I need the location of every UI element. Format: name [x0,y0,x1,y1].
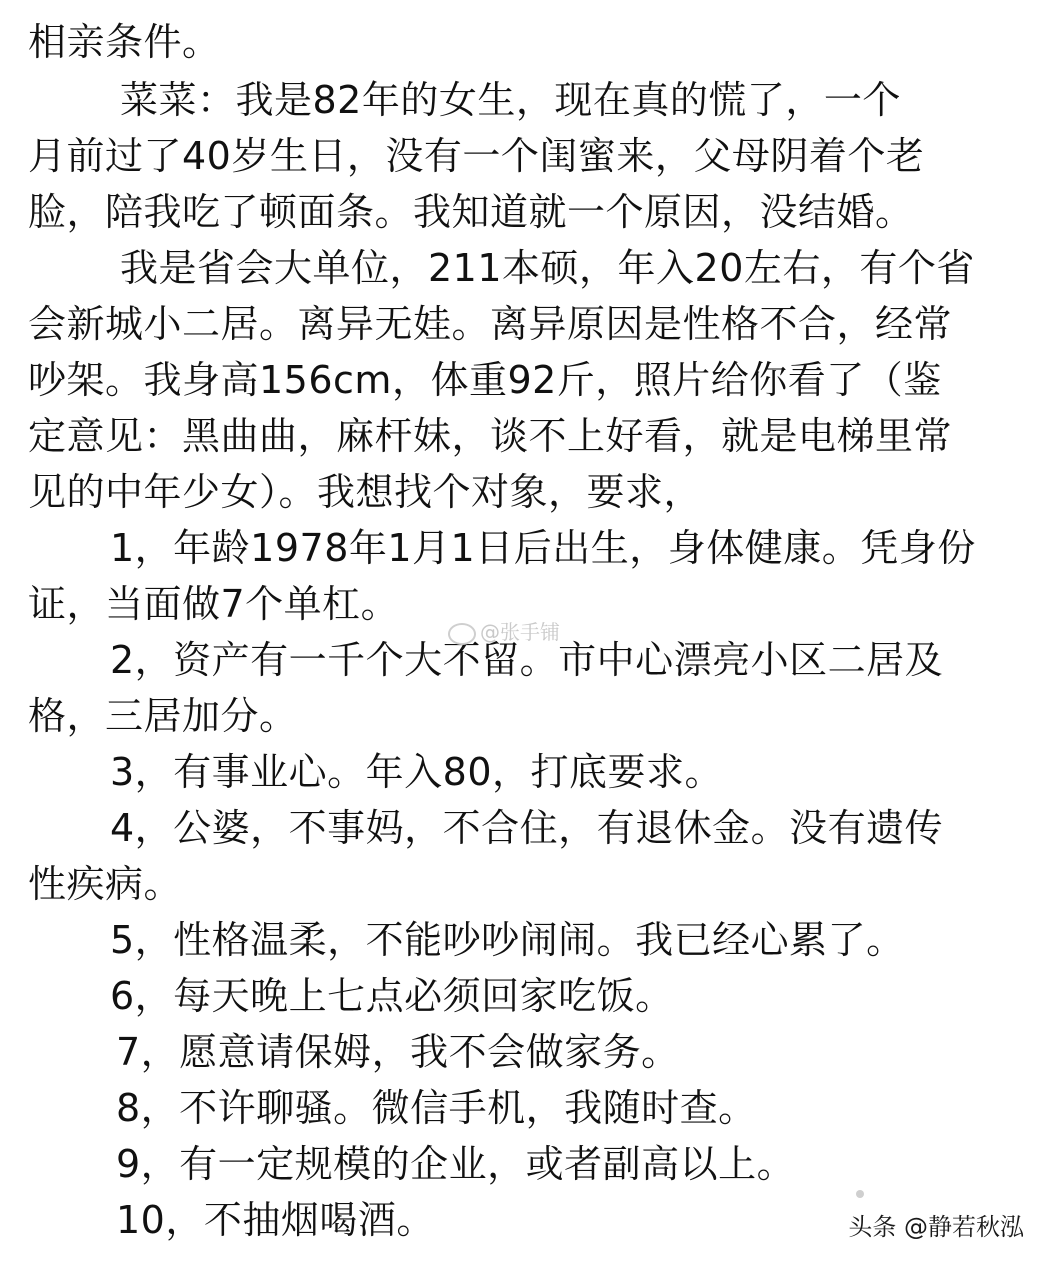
list-item: 9，有一定规模的企业，或者副高以上。 [116,1142,796,1186]
text-line: 性疾病。 [28,862,183,906]
text-line: 我是省会大单位，211本硕，年入20左右，有个省 [120,246,975,290]
text-line: 见的中年少女）。我想找个对象，要求， [28,470,703,514]
watermark [448,616,560,645]
list-item: 3，有事业心。年入80，打底要求。 [110,750,724,794]
list-item: 7，愿意请保姆，我不会做家务。 [116,1030,680,1074]
decorative-dot [856,1190,864,1198]
text-line: 会新城小二居。离异无娃。离异原因是性格不合，经常 [28,302,953,346]
text-line: 月前过了40岁生日，没有一个闺蜜来，父母阴着个老 [28,134,925,178]
list-item: 8，不许聊骚。微信手机，我随时查。 [116,1086,757,1130]
text-line: 定意见：黑曲曲，麻杆妹，谈不上好看，就是电梯里常 [28,414,953,458]
watermark-text: @张手铺 [480,620,560,644]
weibo-icon [448,623,476,645]
list-item: 1，年龄1978年1月1日后出生，身体健康。凭身份 [110,526,976,570]
list-item: 4，公婆，不事妈，不合住，有退休金。没有遗传 [110,806,944,850]
source-credit: 头条 @静若秋泓 [848,1213,1024,1241]
list-item: 10，不抽烟喝酒。 [116,1198,435,1242]
text-line: 菜菜：我是82年的女生，现在真的慌了，一个 [120,78,901,122]
text-line: 吵架。我身高156cm，体重92斤，照片给你看了（鉴 [28,358,942,402]
list-item: 2，资产有一千个大不留。市中心漂亮小区二居及 [110,638,944,682]
list-item: 5，性格温柔，不能吵吵闹闹。我已经心累了。 [110,918,905,962]
text-line: 相亲条件。 [28,20,221,64]
list-item: 6，每天晚上七点必须回家吃饭。 [110,974,674,1018]
text-line: 格，三居加分。 [28,694,298,738]
text-line: 证，当面做7个单杠。 [28,582,400,626]
text-line: 脸，陪我吃了顿面条。我知道就一个原因，没结婚。 [28,190,914,234]
